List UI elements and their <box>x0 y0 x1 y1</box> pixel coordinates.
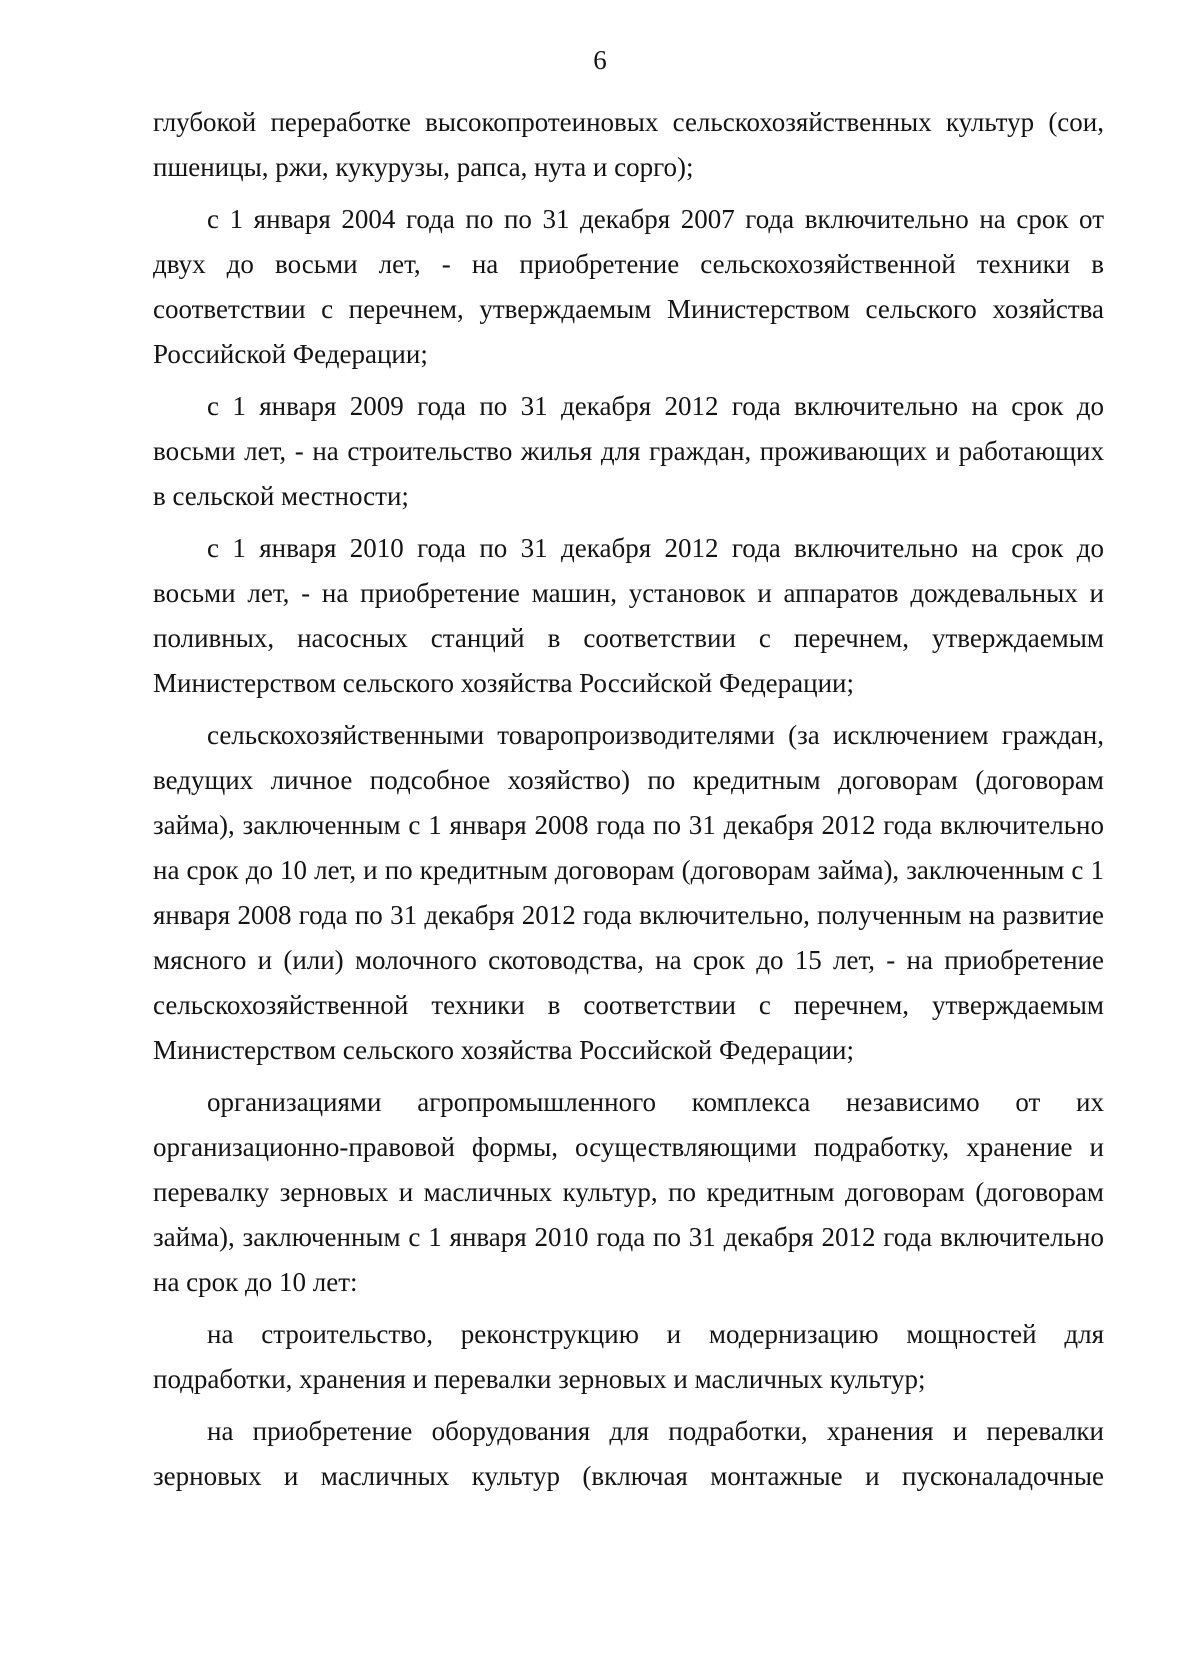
paragraph-continuation: глубокой переработке высокопротеиновых сельскохозяйственных культур (сои, пшеницы, ржи, кукурузы, рапса, нута и сорго); <box>153 107 1104 182</box>
document-body <box>153 100 1104 1499</box>
paragraph-machinery-2004: с 1 января 2004 года по по 31 декабря 2007 года включительно на срок от двух до восьми лет, - на приобретение сельскохозяйственной техники в соответствии с перечнем, утверждаемым Министерством сельского хозяйства Российской Федерации; <box>153 204 1104 369</box>
paragraph-equipment-purchase: на приобретение оборудования для подработки, хранения и перевалки зерновых и масличных культур (включая монтажные и пусконаладочные <box>153 1416 1104 1491</box>
paragraph-agricultural-producers: сельскохозяйственными товаропроизводителями (за исключением граждан, ведущих личное подсобное хозяйство) по кредитным договорам (договорам займа), заключенным с 1 января 2008 года по 31 декабря 2012 года включительно на срок до 10 лет, и по кредитным договорам (договорам займа), заключенным с 1 января 2008 года по 31 декабря 2012 года включительно, полученным на развитие мясного и (или) молочного скотоводства, на срок до 15 лет, - на приобретение сельскохозяйственной техники в соответствии с перечнем, утверждаемым Министерством сельского хозяйства Российской Федерации; <box>153 720 1104 1065</box>
paragraph-construction-capacities: на строительство, реконструкцию и модернизацию мощностей для подработки, хранения и перевалки зерновых и масличных культур; <box>153 1319 1104 1394</box>
paragraph-housing-2009: с 1 января 2009 года по 31 декабря 2012 года включительно на срок до восьми лет, - на строительство жилья для граждан, проживающих и работающих в сельской местности; <box>153 391 1104 511</box>
paragraph-irrigation-2010: с 1 января 2010 года по 31 декабря 2012 года включительно на срок до восьми лет, - на приобретение машин, установок и аппаратов дождевальных и поливных, насосных станций в соответствии с перечнем, утверждаемым Министерством сельского хозяйства Российской Федерации; <box>153 533 1104 698</box>
page-number: 6 <box>593 45 607 75</box>
paragraph-agroindustrial-organizations: организациями агропромышленного комплекса независимо от их организационно-правовой формы, осуществляющими подработку, хранение и перевалку зерновых и масличных культур, по кредитным договорам (договорам займа), заключенным с 1 января 2010 года по 31 декабря 2012 года включительно на срок до 10 лет: <box>153 1087 1104 1297</box>
